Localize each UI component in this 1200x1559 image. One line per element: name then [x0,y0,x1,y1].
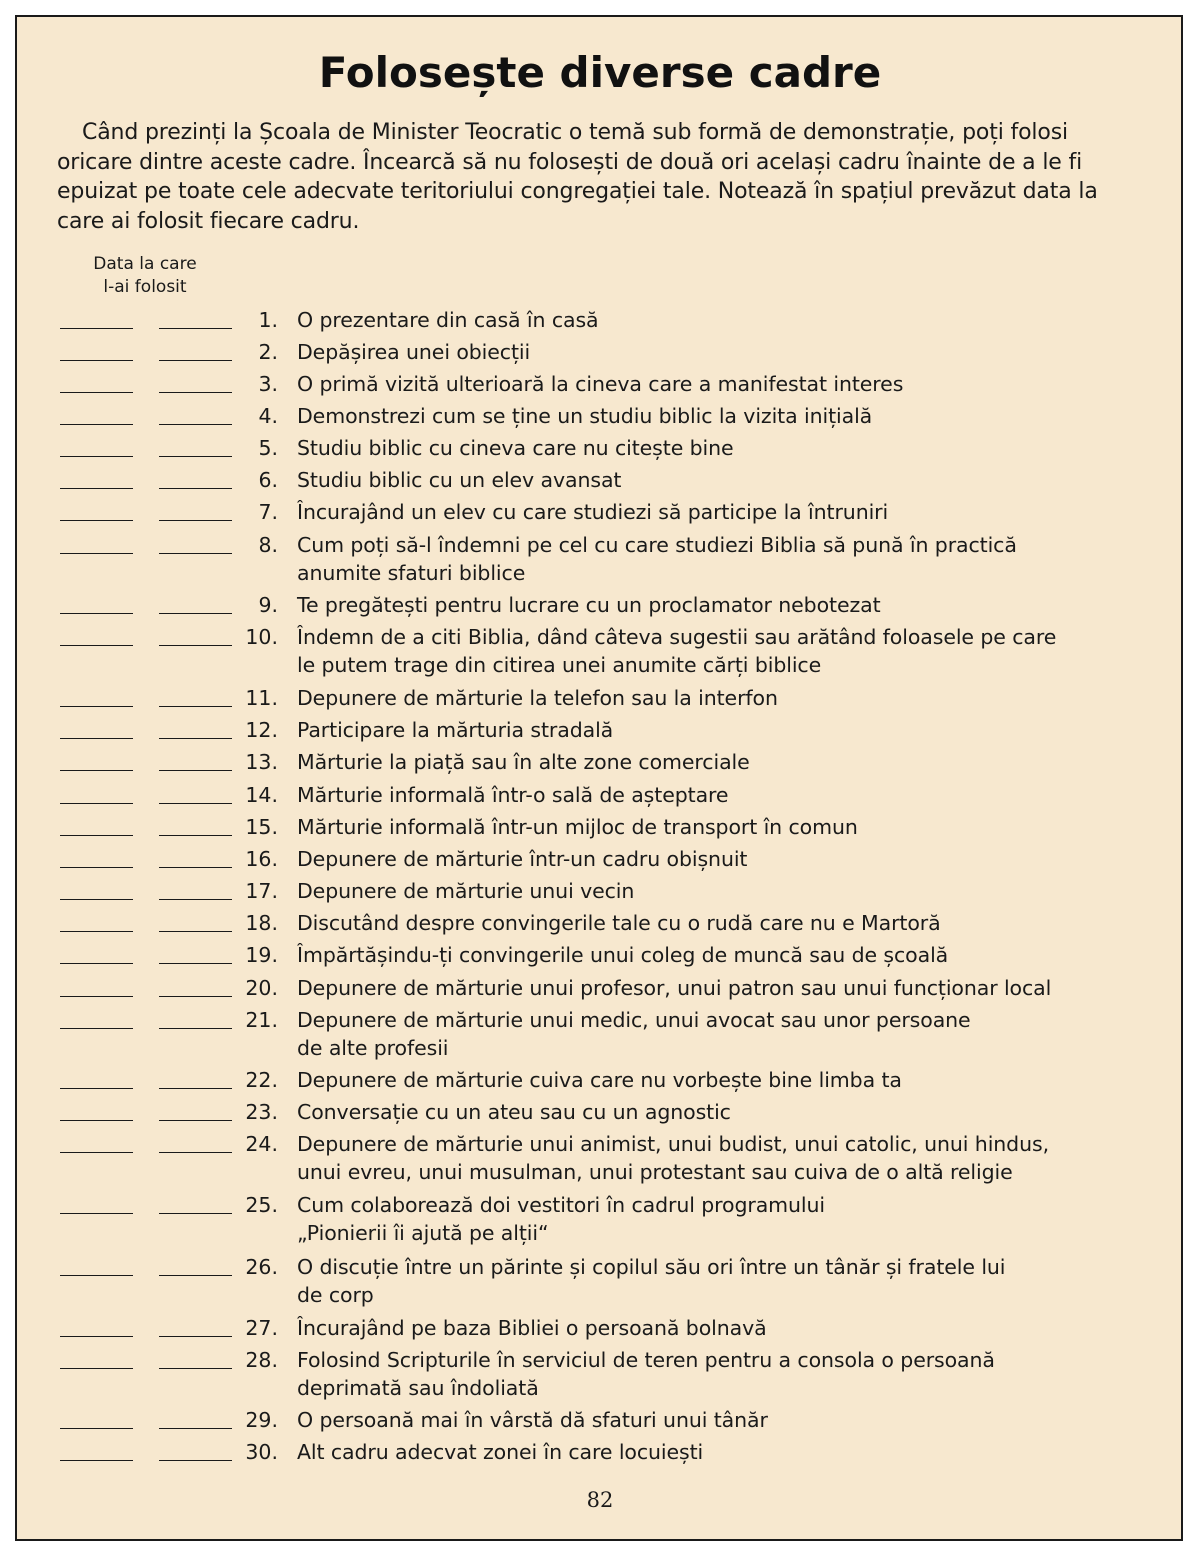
item-text: O primă vizită ulterioară la cineva care a manifestat interes [297,372,904,396]
item-text: Te pregătești pentru lucrare cu un proclamator nebotezat [297,593,881,617]
item-number: 14. [245,783,278,807]
item-text: Depășirea unei obiecții [297,340,531,364]
item-text: Cum colaborează doi vestitori în cadrul programului „Pionierii îi ajută pe alții“ [297,1193,826,1245]
date-blank-second[interactable] [159,963,232,964]
date-blank-first[interactable] [60,488,133,489]
date-blank-second[interactable] [159,835,232,836]
date-blank-first[interactable] [60,1460,133,1461]
item-text: Conversație cu un ateu sau cu un agnostic [297,1100,731,1124]
date-blank-second[interactable] [159,899,232,900]
item-number: 26. [245,1255,278,1279]
item-number: 24. [245,1132,278,1156]
page-title: Folosește diverse cadre [318,48,882,97]
intro-paragraph: Când prezinți la Școala de Minister Teocratic o temă sub formă de demonstrație, poți folosi oricare dintre aceste cadre. Încearcă să nu folosești de două ori același cadru înainte de a le fi epuizat pe toate cele adecvate teritoriului congregației tale. Notează în spațiul prevăzut data la care ai folosit fiecare cadru. [57,120,1098,234]
item-number: 13. [245,750,278,774]
date-blank-first[interactable] [60,1152,133,1153]
date-blank-second[interactable] [159,1460,232,1461]
date-column-header-line1: Data la care [93,254,197,274]
date-blank-first[interactable] [60,456,133,457]
item-number: 18. [245,911,278,935]
date-blank-second[interactable] [159,328,232,329]
date-blank-first[interactable] [60,738,133,739]
item-text: Depunere de mărturie unui animist, unui budist, unui catolic, unui hindus, unui evreu, unui musulman, unui protestant sau cuiva de o altă religie [297,1132,1049,1184]
date-blank-second[interactable] [159,996,232,997]
item-number: 1. [258,308,278,332]
item-text: Încurajând pe baza Bibliei o persoană bolnavă [297,1316,767,1340]
page-number: 82 [586,1488,614,1512]
item-number: 21. [245,1008,278,1032]
date-blank-second[interactable] [159,392,232,393]
item-text: Alt cadru adecvat zonei în care locuiești [297,1440,704,1464]
item-number: 10. [245,625,278,649]
date-blank-second[interactable] [159,1120,232,1121]
item-number: 22. [245,1068,278,1092]
date-blank-first[interactable] [60,424,133,425]
item-text: Cum poți să-l îndemni pe cel cu care studiezi Biblia să pună în practică anumite sfaturi biblice [297,533,1017,585]
date-column-header-line2: l-ai folosit [103,277,187,297]
date-blank-second[interactable] [159,520,232,521]
item-number: 7. [258,500,278,524]
date-blank-second[interactable] [159,770,232,771]
date-blank-second[interactable] [159,738,232,739]
item-number: 6. [258,468,278,492]
item-number: 30. [245,1440,278,1464]
item-text: Demonstrezi cum se ține un studiu biblic la vizita inițială [297,404,873,428]
date-blank-first[interactable] [60,1428,133,1429]
item-number: 25. [245,1193,278,1217]
item-text: Îndemn de a citi Biblia, dând câteva sugestii sau arătând foloasele pe care le putem trage din citirea unei anumite cărți biblice [297,625,1057,677]
date-blank-first[interactable] [60,899,133,900]
item-text: Studiu biblic cu un elev avansat [297,468,622,492]
date-blank-first[interactable] [60,520,133,521]
date-blank-second[interactable] [159,424,232,425]
item-number: 3. [258,372,278,396]
date-blank-first[interactable] [60,1275,133,1276]
date-blank-first[interactable] [60,706,133,707]
item-number: 28. [245,1348,278,1372]
date-blank-second[interactable] [159,488,232,489]
item-number: 4. [258,404,278,428]
date-blank-second[interactable] [159,1368,232,1369]
item-text: O prezentare din casă în casă [297,308,599,332]
date-blank-first[interactable] [60,803,133,804]
date-blank-second[interactable] [159,1428,232,1429]
date-blank-second[interactable] [159,1213,232,1214]
item-text: O discuție între un părinte și copilul său ori între un tânăr și fratele lui de corp [297,1255,1006,1307]
item-text: Depunere de mărturie la telefon sau la interfon [297,686,778,710]
item-text: Studiu biblic cu cineva care nu citește bine [297,436,734,460]
date-blank-second[interactable] [159,456,232,457]
date-blank-second[interactable] [159,645,232,646]
item-text: Depunere de mărturie într-un cadru obișnuit [297,847,748,871]
item-number: 17. [245,879,278,903]
date-blank-second[interactable] [159,867,232,868]
date-blank-first[interactable] [60,1336,133,1337]
item-text: Depunere de mărturie cuiva care nu vorbește bine limba ta [297,1068,902,1092]
item-number: 11. [245,686,278,710]
date-blank-first[interactable] [60,1088,133,1089]
item-number: 2. [258,340,278,364]
item-text: Depunere de mărturie unui medic, unui avocat sau unor persoane de alte profesii [297,1008,971,1060]
date-blank-second[interactable] [159,706,232,707]
item-number: 5. [258,436,278,460]
item-text: Mărturie informală într-o sală de așteptare [297,783,729,807]
item-text: Participare la mărturia stradală [297,718,614,742]
item-text: Discutând despre convingerile tale cu o rudă care nu e Martoră [297,911,941,935]
date-blank-second[interactable] [159,931,232,932]
item-number: 12. [245,718,278,742]
item-text: Mărturie informală într-un mijloc de transport în comun [297,815,858,839]
date-blank-first[interactable] [60,645,133,646]
item-number: 23. [245,1100,278,1124]
item-number: 27. [245,1316,278,1340]
item-number: 9. [258,593,278,617]
item-text: Mărturie la piață sau în alte zone comerciale [297,750,750,774]
date-blank-first[interactable] [60,1120,133,1121]
item-text: Depunere de mărturie unui profesor, unui patron sau unui funcționar local [297,976,1052,1000]
item-text: O persoană mai în vârstă dă sfaturi unui tânăr [297,1408,768,1432]
item-number: 29. [245,1408,278,1432]
date-blank-second[interactable] [159,1152,232,1153]
date-blank-second[interactable] [159,1275,232,1276]
date-blank-first[interactable] [60,1368,133,1369]
item-number: 16. [245,847,278,871]
item-text: Încurajând un elev cu care studiezi să participe la întruniri [297,500,889,524]
date-blank-first[interactable] [60,1213,133,1214]
date-blank-first[interactable] [60,867,133,868]
item-text: Împărtășindu-ți convingerile unui coleg de muncă sau de școală [297,943,949,967]
date-blank-first[interactable] [60,770,133,771]
date-blank-first[interactable] [60,553,133,554]
date-blank-first[interactable] [60,328,133,329]
date-blank-second[interactable] [159,1336,232,1337]
date-blank-first[interactable] [60,835,133,836]
date-blank-first[interactable] [60,392,133,393]
date-blank-first[interactable] [60,1028,133,1029]
item-text: Folosind Scripturile în serviciul de teren pentru a consola o persoană deprimată sau îndoliată [297,1348,995,1400]
date-blank-second[interactable] [159,1088,232,1089]
date-blank-first[interactable] [60,963,133,964]
date-blank-first[interactable] [60,996,133,997]
date-blank-first[interactable] [60,360,133,361]
date-blank-second[interactable] [159,1028,232,1029]
date-blank-second[interactable] [159,613,232,614]
date-blank-second[interactable] [159,803,232,804]
date-blank-second[interactable] [159,553,232,554]
item-number: 8. [258,533,278,557]
item-number: 20. [245,976,278,1000]
date-blank-first[interactable] [60,931,133,932]
item-number: 15. [245,815,278,839]
item-text: Depunere de mărturie unui vecin [297,879,635,903]
date-blank-first[interactable] [60,613,133,614]
item-number: 19. [245,943,278,967]
date-blank-second[interactable] [159,360,232,361]
